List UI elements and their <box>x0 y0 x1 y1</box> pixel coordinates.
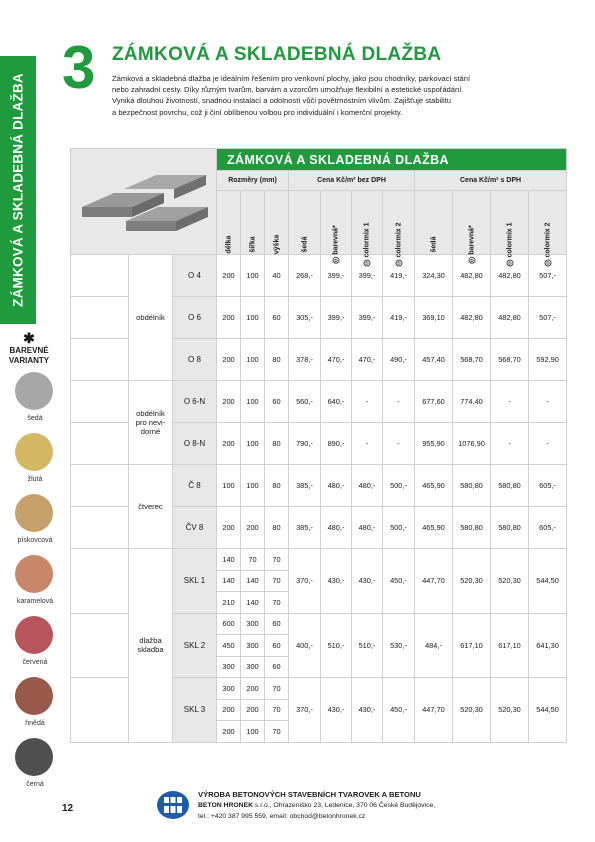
price-incl-header: Cena Kč/m² s DPH <box>415 171 567 191</box>
price-incl-cell: 1076,90 <box>453 423 491 465</box>
price-incl-cell: 482,80 <box>491 297 529 339</box>
dim-cell: 140 <box>217 570 241 592</box>
price-incl-cell: 641,30 <box>529 613 567 678</box>
price-incl-cell: 465,90 <box>415 465 453 507</box>
price-excl-cell: 399,- <box>352 297 383 339</box>
product-code: O 6-N <box>173 381 217 423</box>
dim-cell: 70 <box>265 678 289 700</box>
dimensions-header: Rozměry (mm) <box>217 171 289 191</box>
company-contact: tel.: +420 387 995 559, email: obchod@betonhronek.cz <box>198 813 366 820</box>
d-icon: D <box>545 260 550 266</box>
price-excl-cell: 378,- <box>289 339 321 381</box>
price-excl-cell: 890,- <box>321 423 352 465</box>
price-excl-cell: 480,- <box>321 507 352 549</box>
swatch-5 <box>15 677 53 715</box>
price-col-header: D barevná* <box>321 191 352 255</box>
swatch-label: černá <box>26 781 44 788</box>
product-code: O 4 <box>173 255 217 297</box>
dim-cell: 450 <box>217 635 241 657</box>
price-excl-cell: 430,- <box>352 549 383 614</box>
paving-stones-image <box>74 155 214 247</box>
image-cell <box>71 381 129 423</box>
price-excl-cell: 640,- <box>321 381 352 423</box>
variants-title: BAREVNÉ VARIANTY <box>8 346 50 365</box>
dim-cell: 300 <box>217 656 241 678</box>
swatch-label: žlutá <box>27 476 43 483</box>
price-incl-cell: 605,- <box>529 465 567 507</box>
price-incl-cell: 955,90 <box>415 423 453 465</box>
price-excl-cell: 480,- <box>352 465 383 507</box>
dim-cell: 200 <box>217 699 241 721</box>
dim-cell: 140 <box>241 570 265 592</box>
price-excl-cell: 510,- <box>321 613 352 678</box>
swatch-1 <box>15 433 53 471</box>
price-incl-cell: 484,- <box>415 613 453 678</box>
price-table <box>70 148 567 743</box>
product-code: SKL 3 <box>173 678 217 743</box>
dim-cell: 60 <box>265 297 289 339</box>
price-col-header: šedá <box>415 191 453 255</box>
dim-cell: 80 <box>265 423 289 465</box>
product-code: SKL 1 <box>173 549 217 614</box>
dim-cell: 200 <box>241 699 265 721</box>
price-excl-cell: 399,- <box>321 255 352 297</box>
hero-image <box>71 149 217 255</box>
table-header-title: ZÁMKOVÁ A SKLADEBNÁ DLAŽBA <box>217 149 567 171</box>
product-code: O 8-N <box>173 423 217 465</box>
intro-text: Zámková a skladebná dlažba je ideálním řešením pro venkovní plochy, jako jsou chodníky, parkovací stání nebo zahradní cesty. Díky různým tvarům, barvám a vzorcům umožňuje flexibilní a estetické uspořádání. Vyniká dlouhou životností, snadnou instalací a odolností vůči povětrnostním vlivům. Zajišťuje stabilitu a bezpečnost povrchu, což ji činí oblíbenou volbou pro individuální i komerční projekty. <box>112 74 471 117</box>
dim-cell: 100 <box>241 423 265 465</box>
dim-cell: 140 <box>241 592 265 614</box>
price-excl-cell: 370,- <box>289 678 321 743</box>
price-excl-header: Cena Kč/m² bez DPH <box>289 171 415 191</box>
dim-cell: 70 <box>265 549 289 571</box>
dim-cell: 300 <box>241 656 265 678</box>
dim-cell: 80 <box>265 339 289 381</box>
swatch-3 <box>15 555 53 593</box>
page-number: 12 <box>62 803 74 814</box>
dim-col-header: výška <box>265 191 289 255</box>
dim-cell: 200 <box>217 297 241 339</box>
chapter-number: 3 <box>62 34 96 101</box>
price-incl-cell: 605,- <box>529 507 567 549</box>
swatch-0 <box>15 372 53 410</box>
dim-cell: 200 <box>217 507 241 549</box>
price-incl-cell: 677,60 <box>415 381 453 423</box>
price-incl-cell: 592,90 <box>529 339 567 381</box>
price-excl-cell: 430,- <box>352 678 383 743</box>
skl-row <box>71 549 567 571</box>
dim-cell: 300 <box>241 613 265 635</box>
dim-cell: 200 <box>217 423 241 465</box>
price-incl-cell: 774,40 <box>453 381 491 423</box>
dim-cell: 100 <box>241 381 265 423</box>
price-excl-cell: 470,- <box>321 339 352 381</box>
product-code: Č 8 <box>173 465 217 507</box>
image-cell <box>71 678 129 743</box>
product-code: O 8 <box>173 339 217 381</box>
price-incl-cell: 544,50 <box>529 549 567 614</box>
dim-cell: 200 <box>217 255 241 297</box>
swatch-6 <box>15 738 53 776</box>
price-incl-cell: 324,30 <box>415 255 453 297</box>
image-cell <box>71 423 129 465</box>
swatch-4 <box>15 616 53 654</box>
price-excl-cell: 400,- <box>289 613 321 678</box>
product-code: SKL 2 <box>173 613 217 678</box>
d-icon: D <box>365 260 369 266</box>
price-incl-cell: 447,70 <box>415 678 453 743</box>
dim-cell: 60 <box>265 381 289 423</box>
company-address: BETON HRONEK s.r.o., Ohrazeniško 23, Ledenice, 370 06 České Budějovice, <box>198 802 436 809</box>
price-excl-cell: 510,- <box>352 613 383 678</box>
price-incl-cell: - <box>529 423 567 465</box>
dim-cell: 200 <box>217 339 241 381</box>
image-cell <box>71 339 129 381</box>
price-excl-cell: 399,- <box>321 297 352 339</box>
price-incl-cell: - <box>529 381 567 423</box>
price-excl-cell: 399,- <box>352 255 383 297</box>
dim-cell: 80 <box>265 465 289 507</box>
dim-cell: 70 <box>265 721 289 743</box>
d-icon: D <box>334 257 338 263</box>
image-cell <box>71 465 129 507</box>
side-tab-label: ZÁMKOVÁ A SKLADEBNÁ DLAŽBA <box>10 73 26 307</box>
dim-cell: 70 <box>265 592 289 614</box>
side-tab <box>0 56 36 324</box>
swatch-label: hnědá <box>25 720 45 727</box>
price-excl-cell: 370,- <box>289 549 321 614</box>
price-excl-cell: 450,- <box>383 549 415 614</box>
price-excl-cell: - <box>383 423 415 465</box>
price-excl-cell: 305,- <box>289 297 321 339</box>
price-incl-cell: 447,70 <box>415 549 453 614</box>
dim-cell: 60 <box>265 613 289 635</box>
d-icon: D <box>396 260 401 266</box>
swatch-label: karamelová <box>16 598 54 605</box>
dim-cell: 60 <box>265 656 289 678</box>
dim-col-header: šířka <box>241 191 265 255</box>
price-incl-cell: 507,- <box>529 255 567 297</box>
asterisk-icon: ✱ <box>23 330 35 346</box>
price-col-header: D colormix 2 <box>383 191 415 255</box>
price-excl-cell: 450,- <box>383 678 415 743</box>
price-incl-cell: 482,80 <box>453 297 491 339</box>
dim-cell: 200 <box>217 381 241 423</box>
price-excl-cell: 480,- <box>321 465 352 507</box>
price-col-header: D barevná* <box>453 191 491 255</box>
swatch-label: pískovcová <box>17 537 53 544</box>
dim-col-header: délka <box>217 191 241 255</box>
price-excl-cell: 560,- <box>289 381 321 423</box>
price-col-header: šedá <box>289 191 321 255</box>
price-excl-cell: 268,- <box>289 255 321 297</box>
price-incl-cell: 568,70 <box>453 339 491 381</box>
dim-cell: 70 <box>265 570 289 592</box>
price-incl-cell: 580,80 <box>453 507 491 549</box>
price-col-header: D colormix 1 <box>491 191 529 255</box>
product-type: čtverec <box>129 465 173 549</box>
table-row <box>71 381 567 423</box>
image-cell <box>71 255 129 297</box>
price-excl-cell: - <box>352 423 383 465</box>
dim-cell: 300 <box>217 678 241 700</box>
price-incl-cell: 617,10 <box>491 613 529 678</box>
color-variants <box>0 332 58 366</box>
dim-cell: 80 <box>265 507 289 549</box>
dim-cell: 100 <box>241 339 265 381</box>
dim-cell: 600 <box>217 613 241 635</box>
price-incl-cell: 482,80 <box>491 255 529 297</box>
price-excl-cell: 385,- <box>289 507 321 549</box>
price-incl-cell: 568,70 <box>491 339 529 381</box>
d-icon: D <box>507 260 512 266</box>
table-row <box>71 255 567 297</box>
price-excl-cell: - <box>383 381 415 423</box>
dim-cell: 300 <box>241 635 265 657</box>
price-incl-cell: 617,10 <box>453 613 491 678</box>
table-row <box>71 465 567 507</box>
price-excl-cell: 790,- <box>289 423 321 465</box>
company-logo <box>156 790 190 820</box>
price-incl-cell: 507,- <box>529 297 567 339</box>
dim-cell: 100 <box>241 721 265 743</box>
price-col-header: D colormix 2 <box>529 191 567 255</box>
dim-cell: 200 <box>241 678 265 700</box>
price-incl-cell: 580,80 <box>491 507 529 549</box>
product-code: O 6 <box>173 297 217 339</box>
price-excl-cell: 430,- <box>321 549 352 614</box>
company-heading: VÝROBA BETONOVÝCH STAVEBNÍCH TVAROVEK A BETONU <box>198 790 421 799</box>
price-incl-cell: 580,80 <box>491 465 529 507</box>
dim-cell: 140 <box>217 549 241 571</box>
price-excl-cell: 470,- <box>352 339 383 381</box>
image-cell <box>71 297 129 339</box>
price-excl-cell: 500,- <box>383 507 415 549</box>
product-type: dlažba skladba <box>129 549 173 743</box>
image-cell <box>71 613 129 678</box>
swatch-2 <box>15 494 53 532</box>
price-excl-cell: 490,- <box>383 339 415 381</box>
dim-cell: 40 <box>265 255 289 297</box>
dim-cell: 70 <box>265 699 289 721</box>
price-incl-cell: - <box>491 381 529 423</box>
dim-cell: 100 <box>241 465 265 507</box>
dim-cell: 200 <box>217 721 241 743</box>
price-incl-cell: 369,10 <box>415 297 453 339</box>
swatch-label: šedá <box>27 415 43 422</box>
swatch-label: červená <box>22 659 48 666</box>
product-type: obdélník pro nevi- dorné <box>129 381 173 465</box>
dim-cell: 100 <box>241 255 265 297</box>
price-incl-cell: 544,50 <box>529 678 567 743</box>
dim-cell: 70 <box>241 549 265 571</box>
price-incl-cell: 457,40 <box>415 339 453 381</box>
dim-cell: 100 <box>217 465 241 507</box>
price-incl-cell: 520,30 <box>453 678 491 743</box>
image-cell <box>71 507 129 549</box>
price-col-header: D colormix 1 <box>352 191 383 255</box>
price-incl-cell: 465,90 <box>415 507 453 549</box>
dim-cell: 100 <box>241 297 265 339</box>
page-title: ZÁMKOVÁ A SKLADEBNÁ DLAŽBA <box>112 44 442 65</box>
product-code: ČV 8 <box>173 507 217 549</box>
image-cell <box>71 549 129 614</box>
product-type: obdélník <box>129 255 173 381</box>
d-icon: D <box>469 257 474 263</box>
price-excl-cell: - <box>352 381 383 423</box>
dim-cell: 200 <box>241 507 265 549</box>
price-excl-cell: 500,- <box>383 465 415 507</box>
price-incl-cell: 482,80 <box>453 255 491 297</box>
price-excl-cell: 419,- <box>383 255 415 297</box>
price-incl-cell: 520,30 <box>453 549 491 614</box>
dim-cell: 210 <box>217 592 241 614</box>
price-incl-cell: 580,80 <box>453 465 491 507</box>
price-incl-cell: 520,30 <box>491 549 529 614</box>
price-excl-cell: 385,- <box>289 465 321 507</box>
price-excl-cell: 480,- <box>352 507 383 549</box>
price-excl-cell: 430,- <box>321 678 352 743</box>
price-incl-cell: - <box>491 423 529 465</box>
dim-cell: 60 <box>265 635 289 657</box>
price-excl-cell: 419,- <box>383 297 415 339</box>
price-incl-cell: 520,30 <box>491 678 529 743</box>
price-excl-cell: 530,- <box>383 613 415 678</box>
